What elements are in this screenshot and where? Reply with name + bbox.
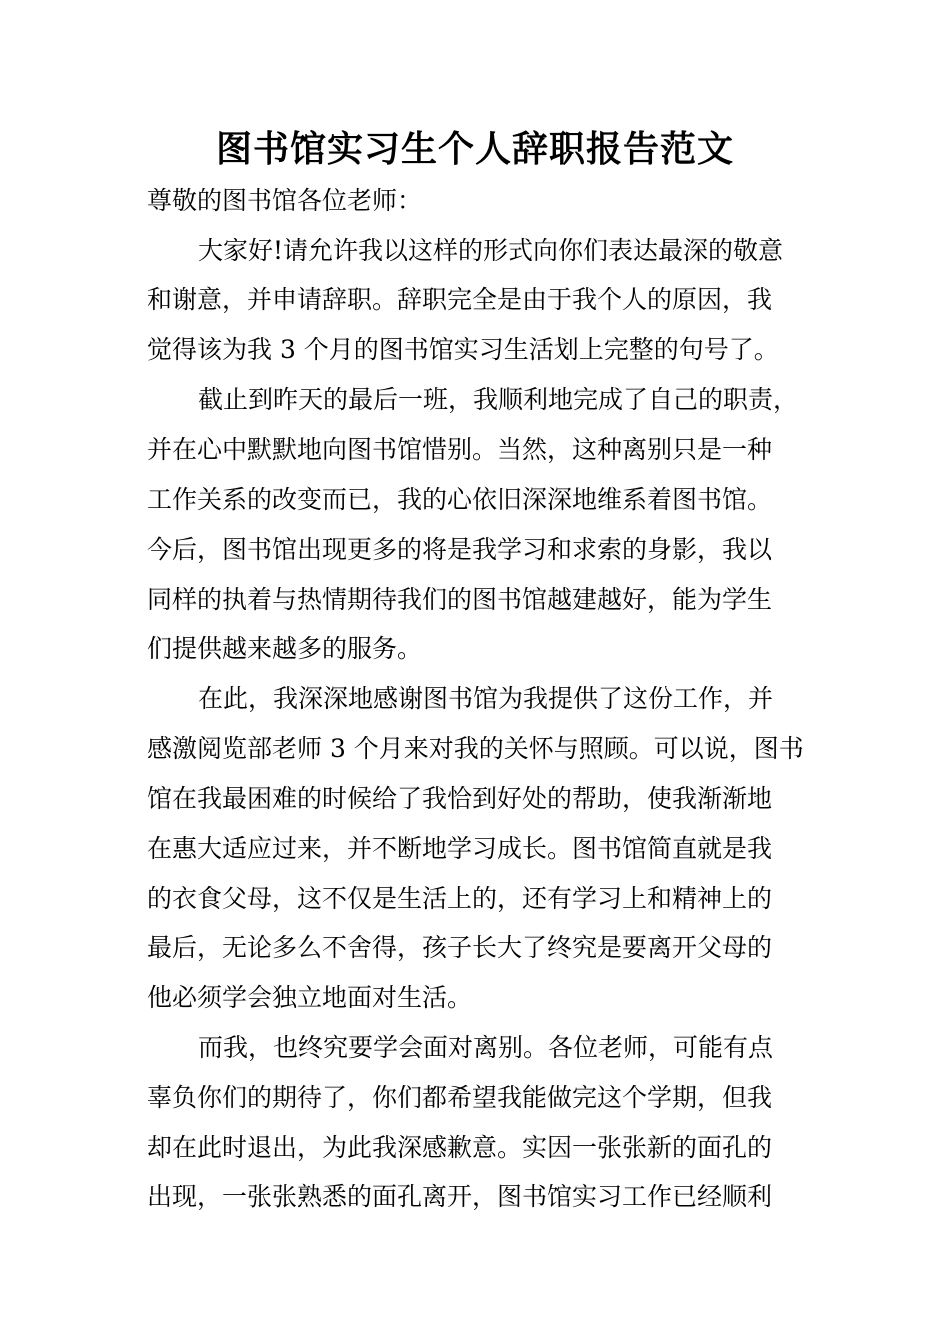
paragraph-4-line-2: 辜负你们的期待了，你们都希望我能做完这个学期，但我	[147, 1083, 773, 1112]
greeting-line: 尊敬的图书馆各位老师：	[147, 186, 423, 215]
paragraph-4-line-4: 出现，一张张熟悉的面孔离开，图书馆实习工作已经顺利	[147, 1182, 773, 1211]
paragraph-2-line-1: 截止到昨天的最后一班，我顺利地完成了自己的职责，	[198, 385, 799, 414]
paragraph-1-line-3: 觉得该为我 3 个月的图书馆实习生活划上完整的句号了。	[147, 335, 779, 364]
paragraph-3-line-6: 最后，无论多么不舍得，孩子长大了终究是要离开父母的	[147, 933, 773, 962]
paragraph-3-line-7: 他必须学会独立地面对生活。	[147, 983, 473, 1012]
paragraph-3-line-5: 的衣食父母，这不仅是生活上的，还有学习上和精神上的	[147, 884, 773, 913]
paragraph-4-line-3: 却在此时退出，为此我深感歉意。实因一张张新的面孔的	[147, 1133, 773, 1162]
document-title: 图书馆实习生个人辞职报告范文	[215, 128, 734, 170]
paragraph-3-line-1: 在此，我深深地感谢图书馆为我提供了这份工作，并	[198, 684, 774, 713]
paragraph-1-line-1: 大家好!请允许我以这样的形式向你们表达最深的敬意	[198, 236, 784, 265]
paragraph-3-line-4: 在惠大适应过来，并不断地学习成长。图书馆简直就是我	[147, 834, 773, 863]
paragraph-4-line-1: 而我，也终究要学会面对离别。各位老师，可能有点	[198, 1033, 774, 1062]
paragraph-2-line-2: 并在心中默默地向图书馆惜别。当然，这种离别只是一种	[147, 435, 773, 464]
paragraph-2-line-3: 工作关系的改变而已，我的心依旧深深地维系着图书馆。	[147, 485, 773, 514]
paragraph-3-line-2: 感激阅览部老师 3 个月来对我的关怀与照顾。可以说，图书	[147, 734, 804, 763]
paragraph-2-line-4: 今后，图书馆出现更多的将是我学习和求索的身影，我以	[147, 535, 773, 564]
paragraph-2-line-6: 们提供越来越多的服务。	[147, 634, 423, 663]
paragraph-2-line-5: 同样的执着与热情期待我们的图书馆越建越好，能为学生	[147, 585, 773, 614]
paragraph-3-line-3: 馆在我最困难的时候给了我恰到好处的帮助，使我渐渐地	[147, 784, 773, 813]
paragraph-1-line-2: 和谢意，并申请辞职。辞职完全是由于我个人的原因，我	[147, 285, 773, 314]
